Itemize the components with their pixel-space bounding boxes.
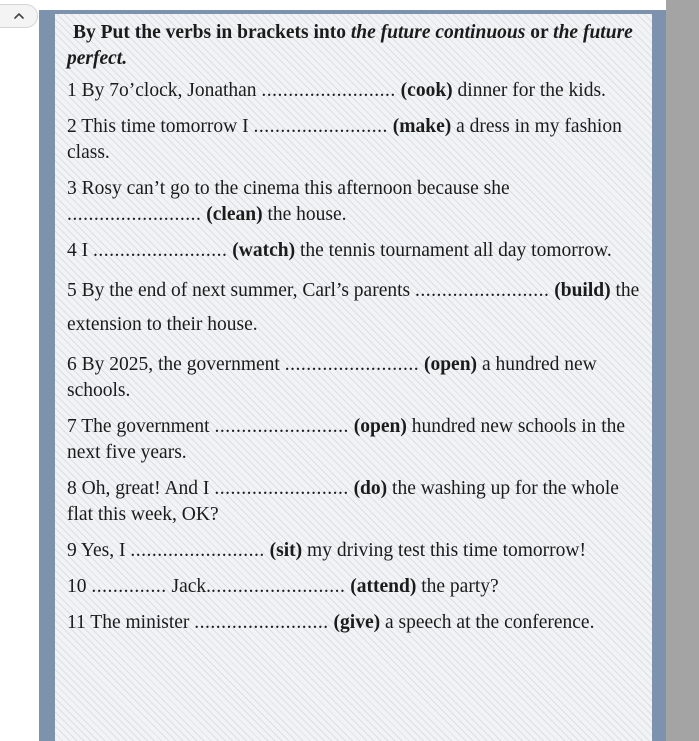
instruction <box>67 20 640 72</box>
exercise-item-3: 3 Rosy can’t go to the cinema this afternoon because she ......................... (clean) the house. <box>67 178 510 225</box>
collapse-button[interactable] <box>0 4 38 28</box>
exercise-item-2: 2 This time tomorrow I ......................... (make) a dress in my fashion class. <box>67 116 622 163</box>
exercise-item-6: 6 By 2025, the government ......................... (open) a hundred new schools. <box>67 354 597 401</box>
instruction-mid: or <box>525 22 554 43</box>
exercise-item-9: 9 Yes, I ......................... (sit) my driving test this time tomorrow! <box>67 540 586 561</box>
exercise-item-5: 5 By the end of next summer, Carl’s parents ......................... (build) the extension to their house. <box>67 280 640 335</box>
exercise-item-10: 10 .............. Jack.......................... (attend) the party? <box>67 576 499 597</box>
exercise-item-4: 4 I ......................... (watch) the tennis tournament all day tomorrow. <box>67 240 612 261</box>
instruction-emphasis-2: the future perfect. <box>67 22 633 69</box>
exercise-item-7: 7 The government ......................... (open) hundred new schools in the next five years. <box>67 416 626 463</box>
worksheet-page <box>55 14 652 741</box>
right-gutter <box>666 0 699 741</box>
exercise-item-11: 11 The minister ......................... (give) a speech at the conference. <box>67 612 595 633</box>
instruction-lead: By Put the verbs in brackets into <box>73 22 351 43</box>
exercise-item-8: 8 Oh, great! And I ......................... (do) the washing up for the whole flat this week, OK? <box>67 478 619 525</box>
instruction-emphasis-1: the future continuous <box>350 22 526 43</box>
exercise-item-1: 1 By 7o’clock, Jonathan ......................... (cook) dinner for the kids. <box>67 80 606 101</box>
chevron-up-icon <box>12 9 26 23</box>
